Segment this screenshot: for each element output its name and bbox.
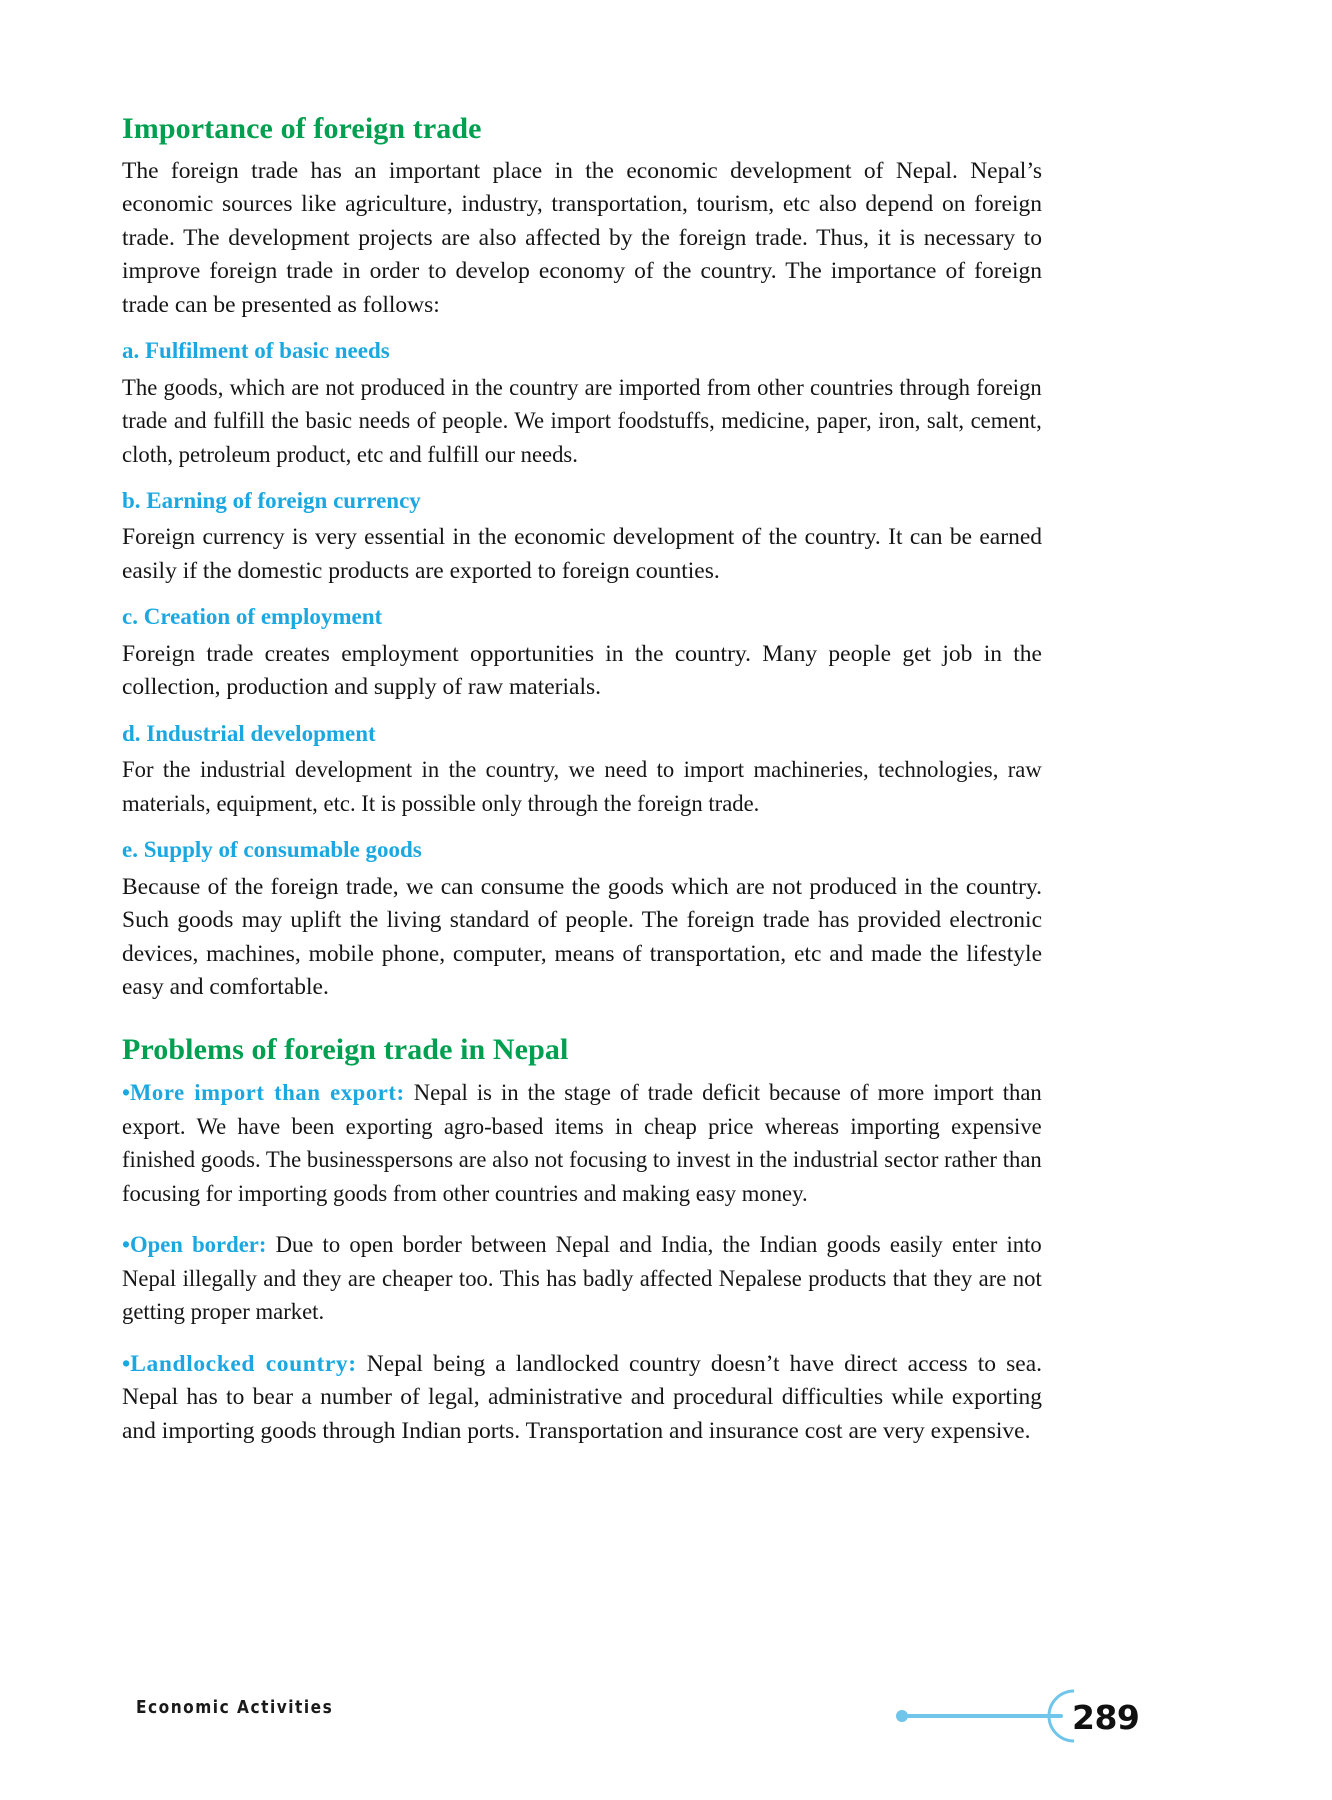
intro-paragraph: The foreign trade has an important place in the economic development of Nepal. Nepal’s economic sources like agriculture, industry, transportation, tourism, etc also depend on foreign trade. The development projects are also affected by the foreign trade. Thus, it is necessary to improve foreign trade in order to develop economy of the country. The importance of foreign trade can be presented as follows: [122, 157, 1042, 318]
subheading-earning-of-foreign-currency: b. Earning of foreign currency [122, 488, 421, 514]
bullet-marker-icon: • [122, 1232, 130, 1259]
paragraph-creation-of-employment: Foreign trade creates employment opportunities in the country. Many people get job in the collection, production and supply of raw materials. [122, 640, 1042, 701]
subheading-supply-of-consumable-goods: e. Supply of consumable goods [122, 837, 422, 863]
bullet-lead-more-import-than-export: More import than export: [129, 1080, 405, 1107]
paragraph-industrial-development: For the industrial development in the country, we need to import machineries, technologies, raw materials, equipment, etc. It is possible only through the foreign trade. [122, 757, 1042, 817]
paragraph-earning-of-foreign-currency: Foreign currency is very essential in the economic development of the country. It can be earned easily if the domestic products are exported to foreign counties. [122, 524, 1042, 584]
bullet-text-more-import-than-export: Nepal is in the stage of trade deficit because of more import than export. We have been exporting agro-based items in cheap price whereas importing expensive finished goods. The businesspersons are also not focusing to invest in the industrial sector rather than focusing for importing goods from other countries and making easy money. [122, 1080, 1042, 1207]
page-number: 289 [1072, 1698, 1140, 1737]
bullet-text-landlocked-country: Nepal being a landlocked country doesn’t have direct access to sea. Nepal has to bear a number of legal, administrative and procedural difficulties while exporting and importing goods through Indian ports. Transportation and insurance cost are very expensive. [122, 1350, 1042, 1444]
footer-chapter-label: Economic Activities [136, 1698, 334, 1718]
bullet-landlocked-country [122, 1348, 1042, 1449]
section-heading-problems: Problems of foreign trade in Nepal [122, 1032, 569, 1066]
subheading-creation-of-employment: c. Creation of employment [122, 604, 383, 630]
bullet-marker-icon: • [122, 1080, 130, 1107]
paragraph-supply-of-consumable-goods: Because of the foreign trade, we can consume the goods which are not produced in the country. Such goods may uplift the living standard of people. The foreign trade has provided electronic devices, machines, mobile phone, computer, means of transportation, etc and made the lifestyle easy and comfortable. [122, 873, 1042, 1001]
bullet-lead-landlocked-country: Landlocked country: [130, 1350, 357, 1377]
bullet-lead-open-border: Open border: [129, 1232, 267, 1259]
subheading-industrial-development: d. Industrial development [122, 720, 376, 746]
bullet-more-import-than-export [122, 1077, 1042, 1211]
bullet-open-border [122, 1229, 1042, 1330]
page-content [122, 112, 1042, 1466]
bullet-marker-icon: • [122, 1350, 131, 1377]
section-heading-importance: Importance of foreign trade [122, 112, 482, 145]
page-footer [0, 1686, 1332, 1756]
subheading-fulfilment-of-basic-needs: a. Fulfilment of basic needs [122, 338, 390, 364]
paragraph-fulfilment-of-basic-needs: The goods, which are not produced in the country are imported from other countries through foreign trade and fulfill the basic needs of people. We import foodstuffs, medicine, paper, iron, salt, cement, cloth, petroleum product, etc and fulfill our needs. [122, 374, 1042, 468]
bullet-text-open-border: Due to open border between Nepal and India, the Indian goods easily enter into Nepal illegally and they are cheaper too. This has badly affected Nepalese products that they are not getting proper market. [122, 1232, 1042, 1326]
